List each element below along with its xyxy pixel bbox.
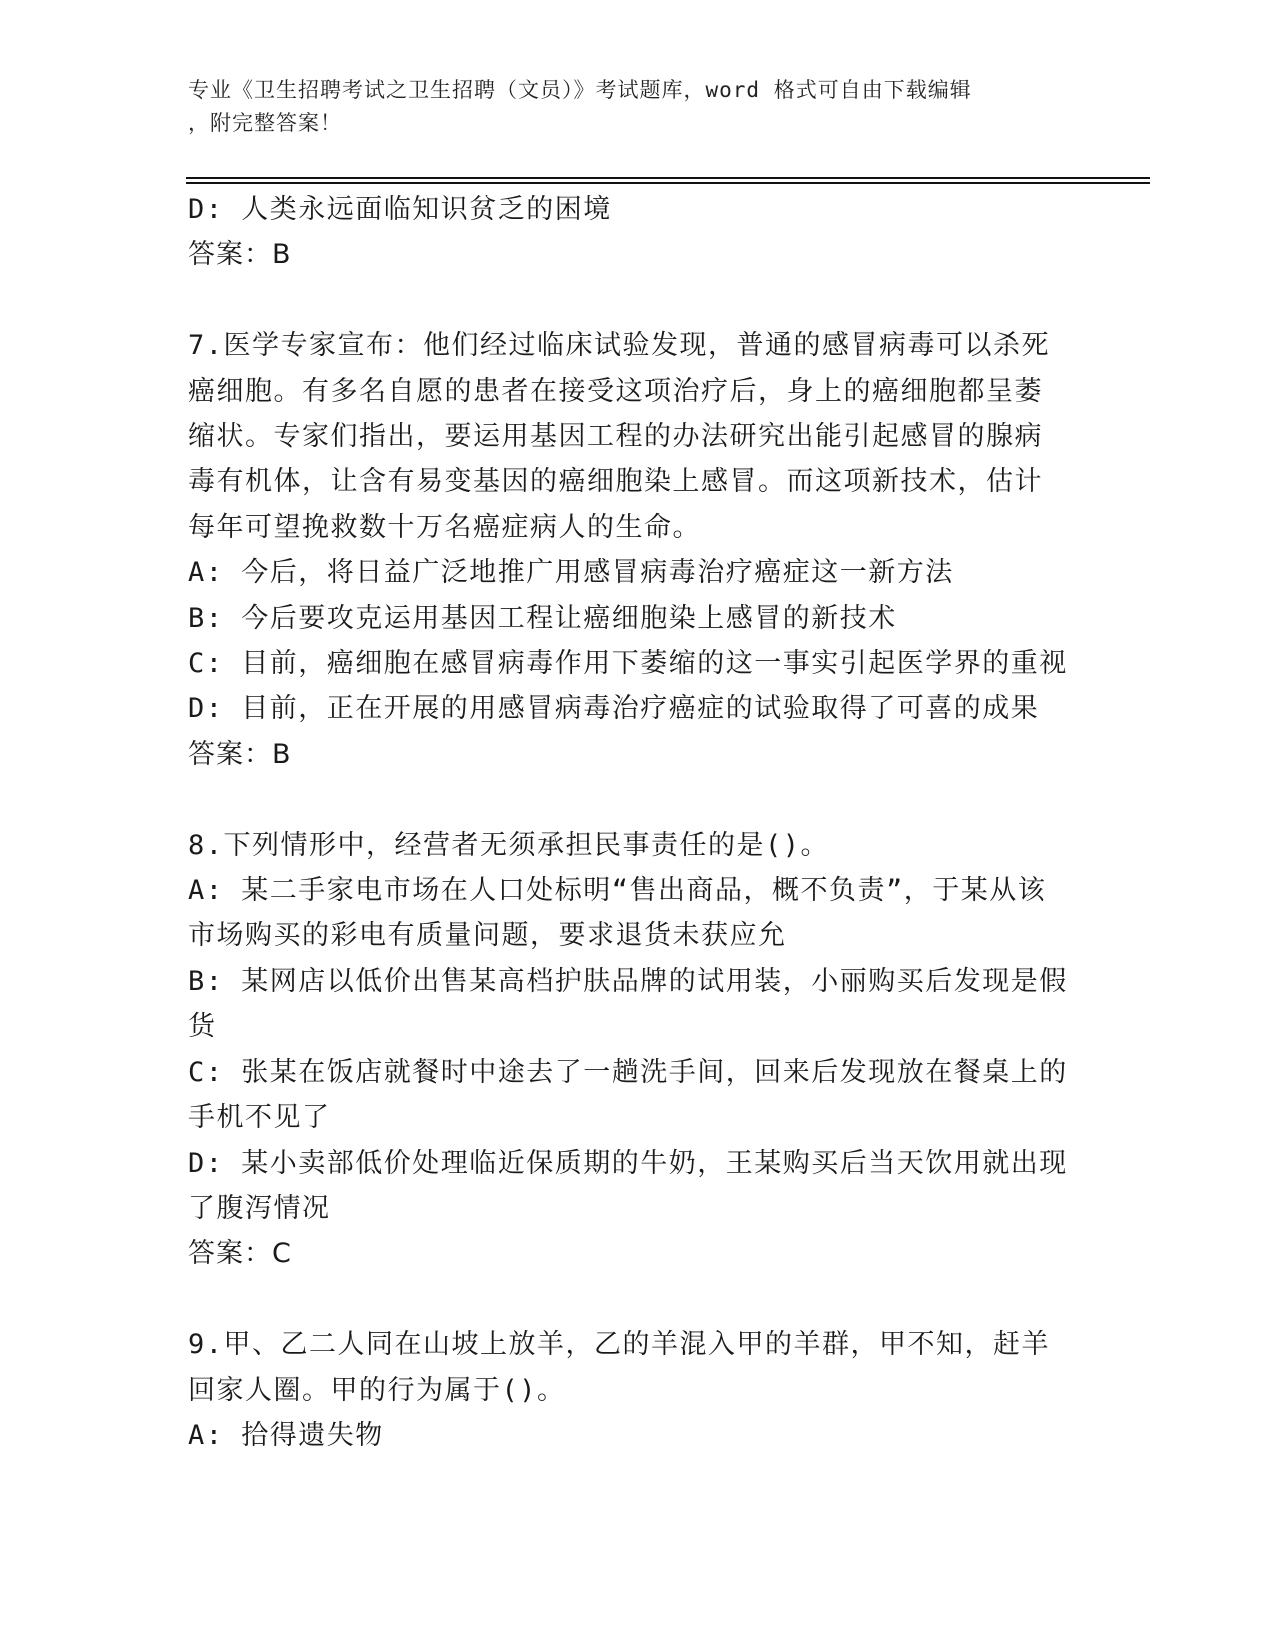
prev-answer: 答案：B [188, 239, 292, 271]
q9-option-a: A: 拾得遗失物 [188, 1419, 384, 1451]
header-line-1: 专业《卫生招聘考试之卫生招聘（文员）》考试题库，word 格式可自由下载编辑 [188, 78, 972, 102]
q7-stem-line: 癌细胞。有多名自愿的患者在接受这项治疗后，身上的癌细胞都呈萎 [188, 375, 1043, 407]
q7-stem-line: 每年可望挽救数十万名癌症病人的生命。 [188, 511, 701, 543]
spacer [188, 777, 1088, 822]
q9-stem-line: 9.甲、乙二人同在山坡上放羊，乙的羊混入甲的羊群，甲不知，赶羊 [188, 1329, 1051, 1361]
q8-stem: 8.下列情形中，经营者无须承担民事责任的是()。 [188, 829, 830, 861]
header-rule-top [186, 177, 1150, 179]
q9-stem-line: 回家人圈。甲的行为属于()。 [188, 1374, 566, 1406]
header-line-2: ，附完整答案！ [188, 111, 342, 135]
spacer [188, 278, 1088, 323]
q7-stem-line: 7.医学专家宣布：他们经过临床试验发现，普通的感冒病毒可以杀死 [188, 330, 1051, 362]
q8-option-a: A: 某二手家电市场在人口处标明“售出商品，概不负责”，于某从该 [188, 875, 1047, 907]
q7-option-d: D: 目前，正在开展的用感冒病毒治疗癌症的试验取得了可喜的成果 [188, 693, 1040, 725]
q8-option-b: B: 某网店以低价出售某高档护肤品牌的试用装，小丽购买后发现是假 [188, 965, 1068, 997]
document-header [188, 74, 1068, 140]
q7-option-c: C: 目前，癌细胞在感冒病毒作用下萎缩的这一事实引起医学界的重视 [188, 648, 1068, 680]
q7-answer: 答案：B [188, 738, 292, 770]
q7-stem-line: 缩状。专家们指出，要运用基因工程的办法研究出能引起感冒的腺病 [188, 421, 1043, 453]
q8-option-a-cont: 市场购买的彩电有质量问题，要求退货未获应允 [188, 920, 787, 952]
q7-option-a: A: 今后，将日益广泛地推广用感冒病毒治疗癌症这一新方法 [188, 557, 954, 589]
prev-option-d: D: 人类永远面临知识贫乏的困境 [188, 194, 612, 225]
question-content [188, 187, 1088, 1458]
q8-option-c: C: 张某在饭店就餐时中途去了一趟洗手间，回来后发现放在餐桌上的 [188, 1056, 1068, 1088]
q8-option-d: D: 某小卖部低价处理临近保质期的牛奶，王某购买后当天饮用就出现 [188, 1147, 1068, 1179]
q8-option-c-cont: 手机不见了 [188, 1102, 331, 1134]
q8-option-d-cont: 了腹泻情况 [188, 1192, 331, 1224]
spacer [188, 1277, 1088, 1322]
q8-option-b-cont: 货 [188, 1011, 217, 1043]
header-rule-bottom [186, 182, 1150, 184]
q8-answer: 答案：C [188, 1238, 292, 1270]
q7-option-b: B: 今后要攻克运用基因工程让癌细胞染上感冒的新技术 [188, 602, 897, 634]
q7-stem-line: 毒有机体，让含有易变基因的癌细胞染上感冒。而这项新技术，估计 [188, 466, 1043, 498]
